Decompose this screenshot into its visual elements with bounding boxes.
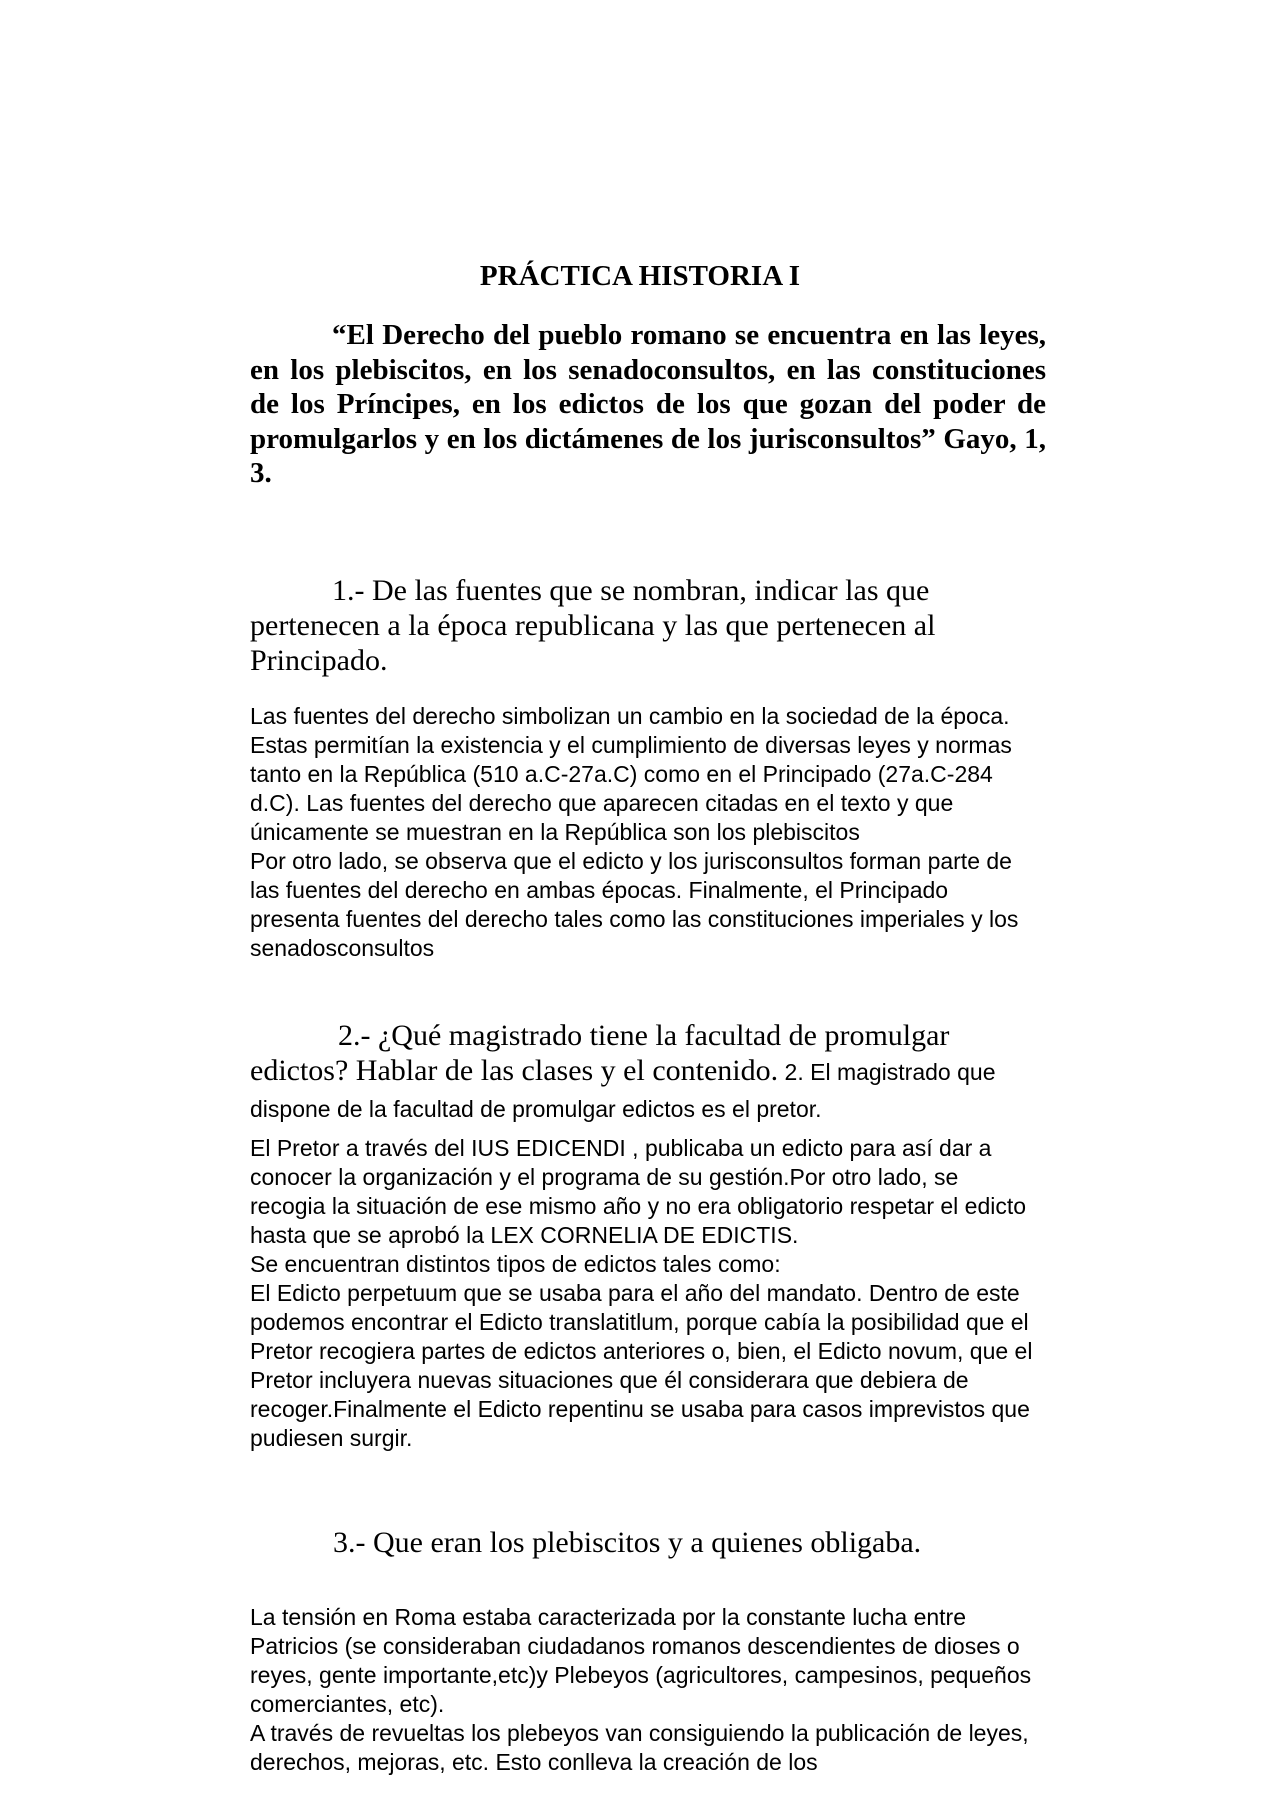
answer-1-paragraph: Por otro lado, se observa que el edicto y los jurisconsultos forman parte de las fuentes del derecho en ambas épocas. Finalmente, el Principado presenta fuentes del derecho tales como las constituciones imperiales y los senadosconsultos (250, 848, 1019, 961)
answer-3 (250, 1603, 1040, 1777)
answer-2-paragraph: El Edicto perpetuum que se usaba para el año del mandato. Dentro de este podemos encontrar el Edicto translatitlum, porque cabía la posibilidad que el Pretor recogiera partes de edictos anteriores o, bien, el Edicto novum, que el Pretor incluyera nuevas situaciones que él considerara que debiera de recoger.Finalmente el Edicto repentinu se usaba para casos imprevistos que pudiesen surgir. (250, 1280, 1033, 1451)
answer-3-paragraph: La tensión en Roma estaba caracterizada por la constante lucha entre Patricios (se consideraban ciudadanos romanos descendientes de dioses o reyes, gente importante,etc)y Plebeyos (agricultores, campesinos, pequeños comerciantes, etc). (250, 1604, 1032, 1717)
question-3: 3.- Que eran los plebiscitos y a quienes obligaba. (333, 1526, 922, 1559)
answer-1-paragraph: Las fuentes del derecho simbolizan un cambio en la sociedad de la época. Estas permitían la existencia y el cumplimiento de diversas leyes y normas tanto en la República (510 a.C-27a.C) como en el Principado (27a.C-284 d.C). Las fuentes del derecho que aparecen citadas en el texto y que únicamente se muestran en la República son los plebiscitos (250, 703, 1012, 845)
answer-2-paragraph: Se encuentran distintos tipos de edictos tales como: (250, 1251, 781, 1277)
question-1: 1.- De las fuentes que se nombran, indicar las que pertenecen a la época republicana y las que pertenecen al Principado. (250, 574, 936, 677)
question-2-inline-answer: 2. El magistrado que dispone de la facultad de promulgar edictos es el pretor. (250, 1059, 996, 1122)
page-title: PRÁCTICA HISTORIA I (479, 260, 801, 292)
answer-2-paragraph: El Pretor a través del IUS EDICENDI , publicaba un edicto para así dar a conocer la organización y el programa de su gestión.Por otro lado, se recogia la situación de ese mismo año y no era obligatorio respetar el edicto hasta que se aprobó la LEX CORNELIA DE EDICTIS. (250, 1135, 1027, 1248)
question-2-text: 2.- ¿Qué magistrado tiene la facultad de promulgar edictos? Hablar de las clases y el contenido. (250, 1019, 950, 1087)
answer-3-paragraph: A través de revueltas los plebeyos van consiguiendo la publicación de leyes, derechos, mejoras, etc. Esto conlleva la creación de los (250, 1720, 1029, 1775)
question-2 (250, 1018, 1030, 1127)
gayo-quote: “El Derecho del pueblo romano se encuentra en las leyes, en los plebiscitos, en los senadoconsultos, en las constituciones de los Príncipes, en los edictos de los que gozan del poder de promulgarlos y en los dictámenes de los jurisconsultos” Gayo, 1, 3. (250, 319, 1046, 489)
answer-1 (250, 702, 1040, 963)
answer-2 (250, 1134, 1040, 1453)
